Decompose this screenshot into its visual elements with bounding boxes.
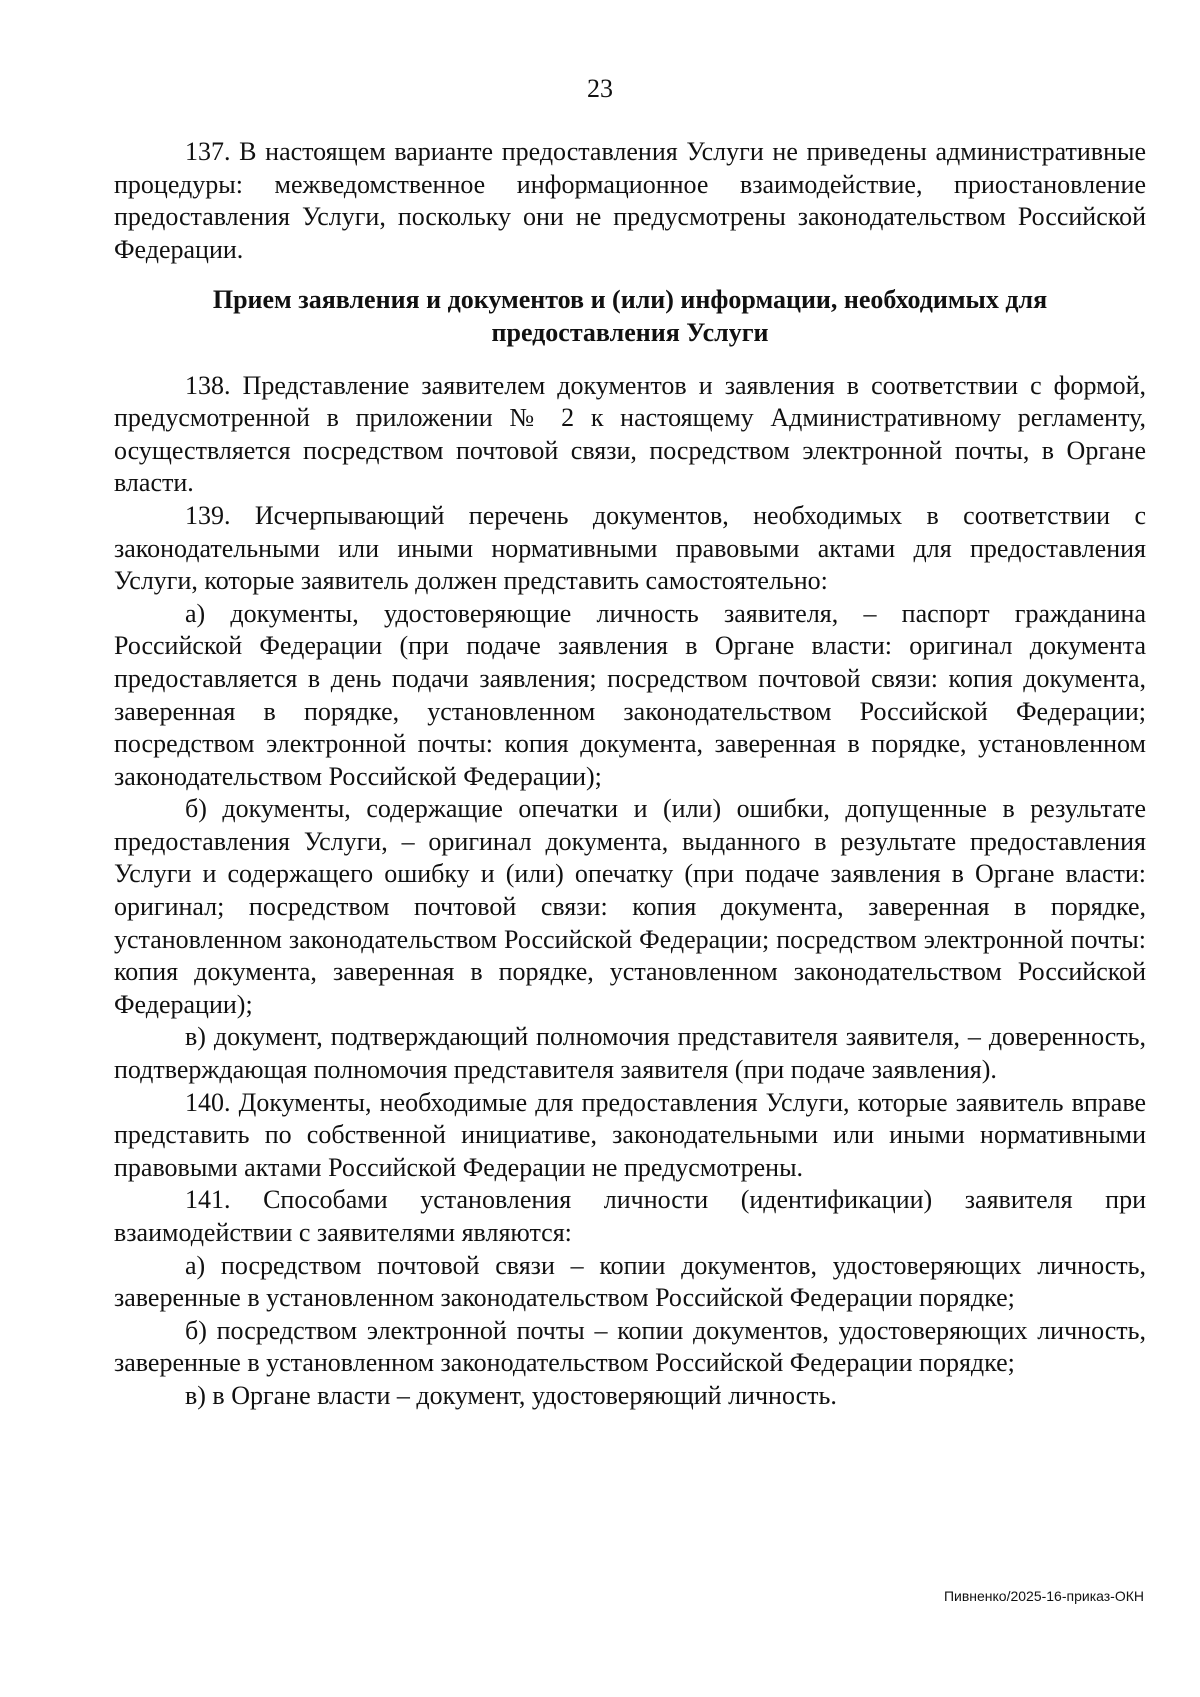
paragraph-139-a: а) документы, удостоверяющие личность заявителя, – паспорт гражданина Российской Федерации (при подаче заявления в Органе власти: оригинал документа предоставляется в день подачи заявления; посредством почтовой связи: копия документа, заверенная в порядке, установленном законодательством Российской Федерации; посредством электронной почты: копия документа, заверенная в порядке, установленном законодательством Российской Федерации); [114, 598, 1146, 791]
paragraph-137: 137. В настоящем варианте предоставления Услуги не приведены административные процедуры: межведомственное информационное взаимодействие, приостановление предоставления Услуги, поскольку они не предусмотрены законодательством Российской Федерации. [114, 137, 1146, 264]
document-body [114, 136, 1146, 1413]
document-footer-code: Пивненко/2025-16-приказ-ОКН [943, 1588, 1144, 1604]
paragraph-141-v: в) в Органе власти – документ, удостоверяющий личность. [185, 1380, 837, 1410]
paragraph-141: 141. Способами установления личности (идентификации) заявителя при взаимодействии с заявителями являются: [114, 1185, 1146, 1247]
paragraph-138: 138. Представление заявителем документов и заявления в соответствии с формой, предусмотренной в приложении № 2 к настоящему Административному регламенту, осуществляется посредством почтовой связи, посредством электронной почты, в Органе власти. [114, 370, 1146, 498]
section-heading-line-1: Прием заявления и документов и (или) информации, необходимых для [212, 285, 1048, 315]
paragraph-141-a: а) посредством почтовой связи – копии документов, удостоверяющих личность, заверенные в установленном законодательством Российской Федерации порядке; [114, 1250, 1146, 1313]
section-heading [114, 284, 1146, 349]
paragraph-141-b: б) посредством электронной почты – копии документов, удостоверяющих личность, заверенные в установленном законодательством Российской Федерации порядке; [114, 1315, 1146, 1378]
paragraph-139-b: б) документы, содержащие опечатки и (или) ошибки, допущенные в результате предоставления Услуги, – оригинал документа, выданного в результате предоставления Услуги и содержащего ошибку и (или) опечатку (при подаче заявления в Органе власти: оригинал; посредством почтовой связи: копия документа, заверенная в порядке, установленном законодательством Российской Федерации; посредством электронной почты: копия документа, заверенная в порядке, установленном законодательством Российской Федерации); [114, 794, 1146, 1019]
paragraph-140: 140. Документы, необходимые для предоставления Услуги, которые заявитель вправе представить по собственной инициативе, законодательными или иными нормативными правовыми актами Российской Федерации не предусмотрены. [114, 1087, 1146, 1182]
paragraph-139-v: в) документ, подтверждающий полномочия представителя заявителя, – доверенность, подтверждающая полномочия представителя заявителя (при подаче заявления). [114, 1022, 1146, 1085]
page-number: 23 [587, 74, 613, 103]
paragraph-139: 139. Исчерпывающий перечень документов, необходимых в соответствии с законодательными или иными нормативными правовыми актами для предоставления Услуги, которые заявитель должен представить самостоятельно: [114, 500, 1146, 596]
section-heading-line-2: предоставления Услуги [491, 317, 769, 347]
